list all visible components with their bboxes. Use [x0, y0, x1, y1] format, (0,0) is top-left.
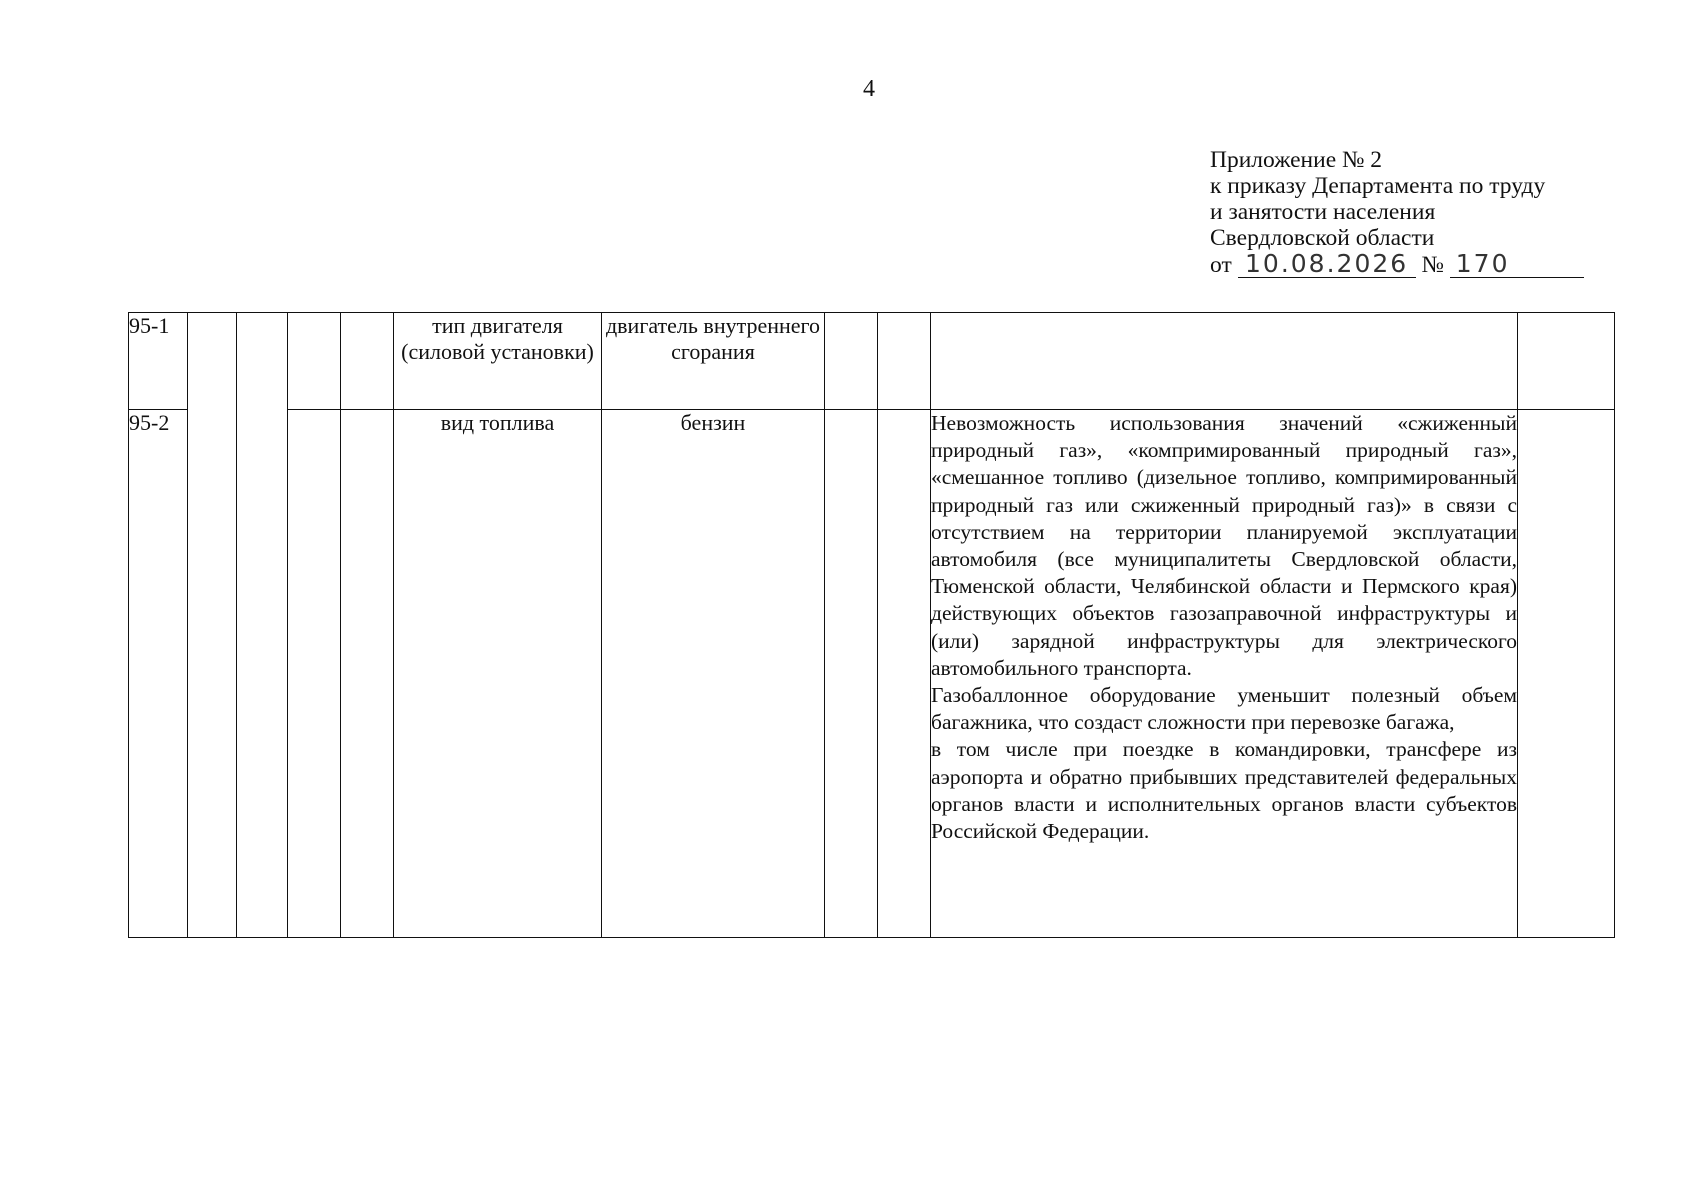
table-row [129, 410, 1615, 938]
empty-cell [878, 410, 931, 938]
handwritten-date: 10.08.2026 [1238, 251, 1416, 278]
appendix-region-line: Свердловской области [1210, 225, 1435, 251]
page-number: 4 [863, 76, 875, 102]
justification-cell [931, 313, 1518, 410]
empty-cell [1518, 313, 1615, 410]
empty-cell [237, 313, 288, 938]
appendix-date-number-line [1210, 251, 1570, 281]
row-id: 95-2 [129, 410, 188, 938]
justification-paragraph: Невозможность использования значений «сжиженный природный газ», «компримированный природный газ», «смешанное топливо (дизельное топливо, компримированный природный газ или сжиженный природный газ)» в связи с отсутствием на территории планируемой эксплуатации автомобиля (все муниципалитеты Свердловской области, Тюменской области, Челябинской области и Пермского края) действующих объектов газозаправочной инфраструктуры и (или) зарядной инфраструктуры для электрического автомобильного транспорта. [931, 411, 1517, 680]
empty-cell [341, 313, 394, 410]
empty-cell [288, 313, 341, 410]
empty-cell [878, 313, 931, 410]
from-label: от [1210, 252, 1232, 278]
empty-cell [1518, 410, 1615, 938]
appendix-title: Приложение № 2 [1210, 147, 1383, 173]
empty-cell [825, 313, 878, 410]
appendix-department-line: и занятости населения [1210, 199, 1436, 225]
characteristic-name: вид топлива [394, 410, 602, 938]
empty-cell [341, 410, 394, 938]
empty-cell [825, 410, 878, 938]
row-id: 95-1 [129, 313, 188, 410]
characteristic-value: бензин [602, 410, 825, 938]
characteristic-name: тип двигателя (силовой установки) [394, 313, 602, 410]
justification-paragraph: Газобаллонное оборудование уменьшит полезный объем багажника, что создаст сложности при перевозке багажа, [931, 683, 1517, 735]
justification-cell [931, 410, 1518, 938]
appendix-order-line: к приказу Департамента по труду [1210, 173, 1546, 199]
appendix-header [1210, 147, 1570, 281]
characteristic-value: двигатель внутреннего сгорания [602, 313, 825, 410]
table-row [129, 313, 1615, 410]
empty-cell [188, 313, 237, 938]
specification-table [128, 312, 1615, 938]
empty-cell [288, 410, 341, 938]
handwritten-number: 170 [1450, 251, 1584, 278]
justification-paragraph: в том числе при поездке в командировки, трансфере из аэропорта и обратно прибывших представителей федеральных органов власти и исполнительных органов власти субъектов Российской Федерации. [931, 737, 1517, 844]
number-label: № [1421, 252, 1444, 278]
